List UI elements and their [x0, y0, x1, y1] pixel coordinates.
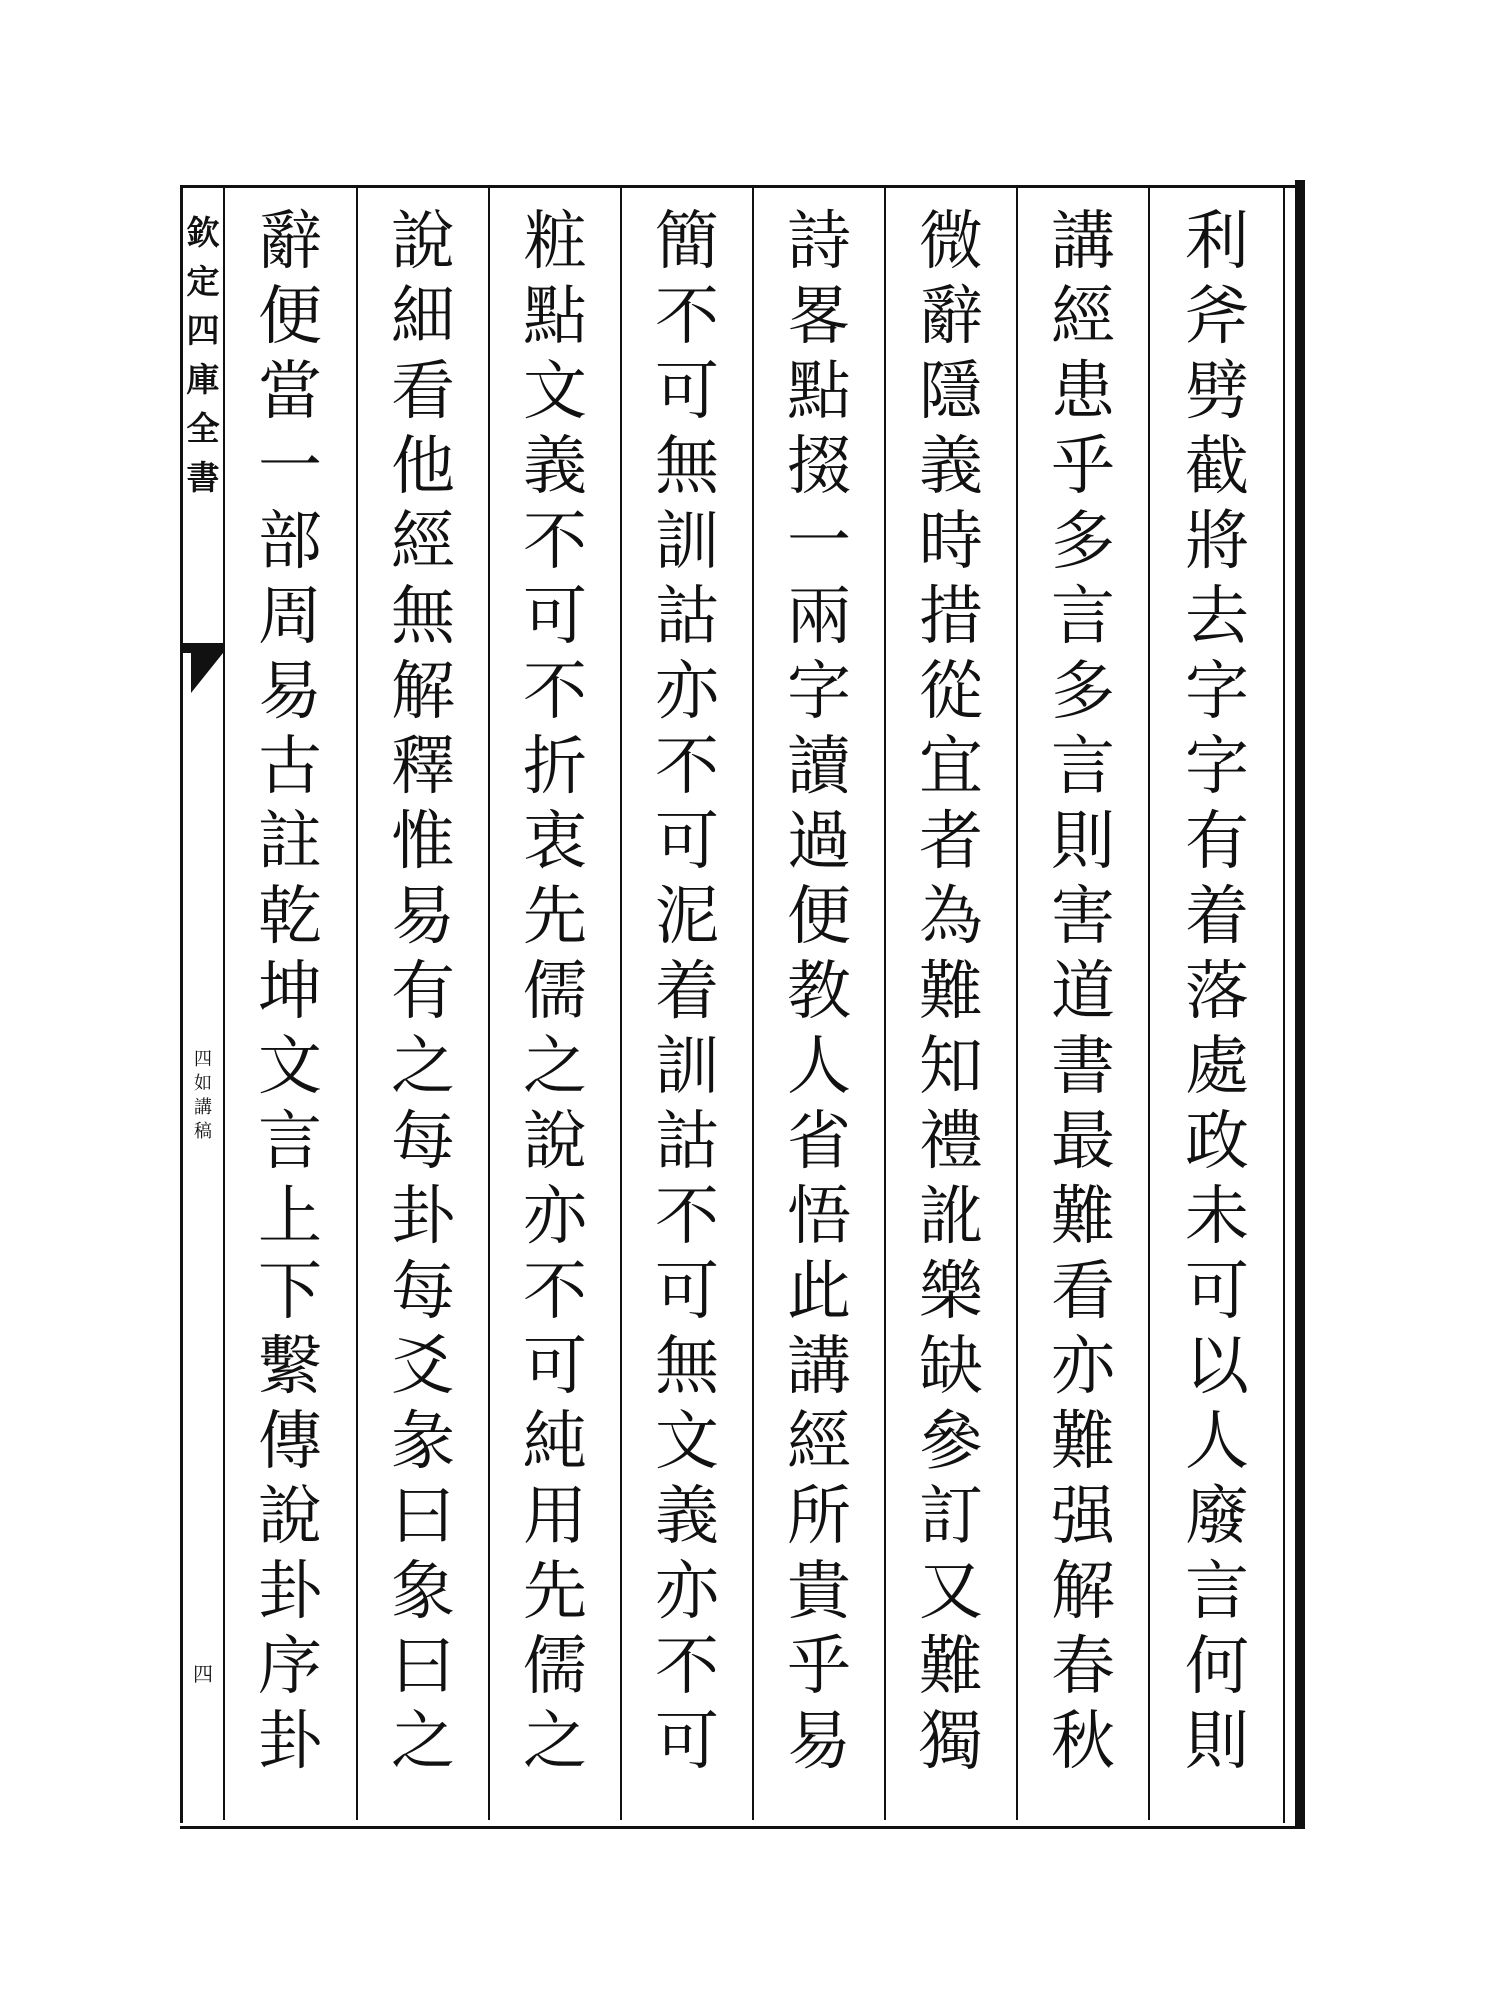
glyph: 以 — [1185, 1330, 1249, 1404]
glyph: 講 — [1051, 205, 1115, 279]
glyph: 曰 — [391, 1630, 455, 1704]
text-column-2 — [1018, 205, 1148, 1800]
glyph: 字 — [1185, 730, 1249, 804]
glyph: 措 — [919, 580, 983, 654]
glyph: 他 — [391, 430, 455, 504]
glyph: 讀 — [787, 730, 851, 804]
glyph: 言 — [1185, 1555, 1249, 1629]
glyph: 道 — [1051, 955, 1115, 1029]
glyph: 詩 — [787, 205, 851, 279]
glyph: 惟 — [391, 805, 455, 879]
glyph: 缺 — [919, 1330, 983, 1404]
text-column-1 — [1152, 205, 1282, 1800]
glyph: 講 — [194, 1097, 212, 1118]
glyph: 何 — [1185, 1630, 1249, 1704]
glyph: 掇 — [787, 430, 851, 504]
glyph: 省 — [787, 1105, 851, 1179]
glyph: 四 — [194, 1049, 212, 1070]
glyph: 說 — [523, 1105, 587, 1179]
glyph: 人 — [787, 1030, 851, 1104]
glyph: 註 — [258, 805, 322, 879]
glyph: 四 — [186, 311, 220, 350]
glyph: 字 — [1185, 655, 1249, 729]
glyph: 下 — [258, 1255, 322, 1329]
glyph: 細 — [391, 280, 455, 354]
glyph: 辭 — [919, 280, 983, 354]
glyph: 便 — [787, 880, 851, 954]
glyph: 難 — [1051, 1405, 1115, 1479]
text-column-8 — [225, 205, 355, 1800]
glyph: 難 — [919, 1630, 983, 1704]
glyph: 講 — [787, 1330, 851, 1404]
glyph: 患 — [1051, 355, 1115, 429]
column-text — [225, 205, 355, 1780]
glyph: 如 — [194, 1073, 212, 1094]
text-column-7 — [358, 205, 488, 1800]
glyph: 解 — [1051, 1555, 1115, 1629]
glyph: 强 — [1051, 1480, 1115, 1554]
glyph: 利 — [1185, 205, 1249, 279]
glyph: 亦 — [655, 655, 719, 729]
glyph: 人 — [1185, 1405, 1249, 1479]
glyph: 訂 — [919, 1480, 983, 1554]
fishtail-wedge — [191, 653, 223, 693]
glyph: 可 — [1185, 1255, 1249, 1329]
glyph: 則 — [1185, 1705, 1249, 1779]
glyph: 微 — [919, 205, 983, 279]
glyph: 簡 — [655, 205, 719, 279]
glyph: 亦 — [523, 1180, 587, 1254]
column-text — [622, 205, 752, 1780]
glyph: 截 — [1185, 430, 1249, 504]
glyph: 書 — [186, 458, 220, 497]
column-text — [754, 205, 884, 1780]
glyph: 不 — [655, 730, 719, 804]
glyph: 庫 — [186, 360, 220, 399]
glyph: 未 — [1185, 1180, 1249, 1254]
glyph: 不 — [523, 1255, 587, 1329]
glyph: 坤 — [258, 955, 322, 1029]
glyph: 之 — [391, 1030, 455, 1104]
glyph: 不 — [523, 505, 587, 579]
glyph: 訓 — [655, 1030, 719, 1104]
fishtail-mark — [183, 643, 223, 653]
column-text — [358, 205, 488, 1780]
glyph: 此 — [787, 1255, 851, 1329]
glyph: 儒 — [523, 1630, 587, 1704]
banxin-center-strip — [183, 188, 225, 1820]
glyph: 書 — [1051, 1030, 1115, 1104]
glyph: 無 — [655, 1330, 719, 1404]
glyph: 泥 — [655, 880, 719, 954]
glyph: 用 — [523, 1480, 587, 1554]
glyph: 多 — [1051, 505, 1115, 579]
glyph: 純 — [523, 1405, 587, 1479]
glyph: 難 — [1051, 1180, 1115, 1254]
glyph: 文 — [258, 1030, 322, 1104]
glyph: 獨 — [919, 1705, 983, 1779]
glyph: 經 — [391, 505, 455, 579]
glyph: 義 — [655, 1480, 719, 1554]
glyph: 古 — [258, 730, 322, 804]
glyph: 不 — [655, 1180, 719, 1254]
glyph: 義 — [523, 430, 587, 504]
column-text — [490, 205, 620, 1780]
glyph: 卦 — [258, 1705, 322, 1779]
glyph: 義 — [919, 430, 983, 504]
glyph: 害 — [1051, 880, 1115, 954]
glyph: 每 — [391, 1105, 455, 1179]
glyph: 衷 — [523, 805, 587, 879]
glyph: 之 — [523, 1705, 587, 1779]
glyph: 有 — [391, 955, 455, 1029]
glyph: 為 — [919, 880, 983, 954]
glyph: 最 — [1051, 1105, 1115, 1179]
glyph: 可 — [655, 1255, 719, 1329]
glyph: 時 — [919, 505, 983, 579]
glyph: 易 — [391, 880, 455, 954]
glyph: 春 — [1051, 1630, 1115, 1704]
glyph: 將 — [1185, 505, 1249, 579]
glyph: 亦 — [1051, 1330, 1115, 1404]
glyph: 一 — [787, 505, 851, 579]
banxin-title — [186, 208, 220, 502]
glyph: 貴 — [787, 1555, 851, 1629]
glyph: 看 — [391, 355, 455, 429]
right-border-line — [1295, 180, 1305, 1828]
glyph: 無 — [655, 430, 719, 504]
glyph: 可 — [523, 1330, 587, 1404]
glyph: 斧 — [1185, 280, 1249, 354]
glyph: 悟 — [787, 1180, 851, 1254]
glyph: 宜 — [919, 730, 983, 804]
glyph: 當 — [258, 355, 322, 429]
banxin-book-title — [193, 1048, 213, 1144]
glyph: 處 — [1185, 1030, 1249, 1104]
glyph: 不 — [655, 1630, 719, 1704]
glyph: 無 — [391, 580, 455, 654]
glyph: 可 — [655, 805, 719, 879]
glyph: 繫 — [258, 1330, 322, 1404]
glyph: 看 — [1051, 1255, 1115, 1329]
glyph: 知 — [919, 1030, 983, 1104]
glyph: 先 — [523, 1555, 587, 1629]
glyph: 彖 — [391, 1405, 455, 1479]
glyph: 可 — [655, 355, 719, 429]
glyph: 字 — [787, 655, 851, 729]
glyph: 儒 — [523, 955, 587, 1029]
glyph: 所 — [787, 1480, 851, 1554]
glyph: 乾 — [258, 880, 322, 954]
glyph: 傳 — [258, 1405, 322, 1479]
glyph: 部 — [258, 505, 322, 579]
glyph: 難 — [919, 955, 983, 1029]
glyph: 稿 — [194, 1121, 212, 1142]
glyph: 之 — [391, 1705, 455, 1779]
glyph: 者 — [919, 805, 983, 879]
glyph: 詁 — [655, 580, 719, 654]
glyph: 欽 — [186, 213, 220, 252]
glyph: 點 — [787, 355, 851, 429]
glyph: 則 — [1051, 805, 1115, 879]
glyph: 之 — [523, 1030, 587, 1104]
column-text — [1018, 205, 1148, 1780]
glyph: 過 — [787, 805, 851, 879]
glyph: 乎 — [787, 1630, 851, 1704]
glyph: 易 — [787, 1705, 851, 1779]
banxin-page-number: 四 — [193, 1662, 213, 1686]
glyph: 參 — [919, 1405, 983, 1479]
glyph: 粧 — [523, 205, 587, 279]
glyph: 經 — [1051, 280, 1115, 354]
glyph: 乎 — [1051, 430, 1115, 504]
glyph: 不 — [655, 280, 719, 354]
glyph: 樂 — [919, 1255, 983, 1329]
glyph: 詁 — [655, 1105, 719, 1179]
glyph: 兩 — [787, 580, 851, 654]
glyph: 可 — [655, 1705, 719, 1779]
glyph: 言 — [1051, 580, 1115, 654]
glyph: 劈 — [1185, 355, 1249, 429]
glyph: 曰 — [391, 1480, 455, 1554]
glyph: 卦 — [391, 1180, 455, 1254]
glyph: 點 — [523, 280, 587, 354]
glyph: 不 — [523, 655, 587, 729]
glyph: 爻 — [391, 1330, 455, 1404]
glyph: 全 — [186, 409, 220, 448]
right-inner-border-line — [1283, 185, 1285, 1823]
glyph: 教 — [787, 955, 851, 1029]
glyph: 每 — [391, 1255, 455, 1329]
glyph: 一 — [258, 430, 322, 504]
glyph: 言 — [1051, 730, 1115, 804]
glyph: 有 — [1185, 805, 1249, 879]
glyph: 辭 — [258, 205, 322, 279]
glyph: 折 — [523, 730, 587, 804]
glyph: 訓 — [655, 505, 719, 579]
glyph: 經 — [787, 1405, 851, 1479]
column-text — [1152, 205, 1282, 1780]
glyph: 又 — [919, 1555, 983, 1629]
text-column-6 — [490, 205, 620, 1800]
text-column-5 — [622, 205, 752, 1800]
glyph: 廢 — [1185, 1480, 1249, 1554]
column-rule — [1148, 188, 1150, 1820]
glyph: 着 — [655, 955, 719, 1029]
glyph: 言 — [258, 1105, 322, 1179]
glyph: 解 — [391, 655, 455, 729]
text-column-4 — [754, 205, 884, 1800]
glyph: 易 — [258, 655, 322, 729]
column-text — [886, 205, 1016, 1780]
glyph: 上 — [258, 1180, 322, 1254]
glyph: 文 — [523, 355, 587, 429]
glyph: 亦 — [655, 1555, 719, 1629]
glyph: 定 — [186, 262, 220, 301]
glyph: 隱 — [919, 355, 983, 429]
glyph: 說 — [258, 1480, 322, 1554]
glyph: 可 — [523, 580, 587, 654]
glyph: 從 — [919, 655, 983, 729]
glyph: 卦 — [258, 1555, 322, 1629]
glyph: 着 — [1185, 880, 1249, 954]
glyph: 去 — [1185, 580, 1249, 654]
glyph: 訛 — [919, 1180, 983, 1254]
glyph: 政 — [1185, 1105, 1249, 1179]
glyph: 秋 — [1051, 1705, 1115, 1779]
glyph: 說 — [391, 205, 455, 279]
glyph: 序 — [258, 1630, 322, 1704]
glyph: 釋 — [391, 730, 455, 804]
glyph: 周 — [258, 580, 322, 654]
glyph: 禮 — [919, 1105, 983, 1179]
glyph: 畧 — [787, 280, 851, 354]
glyph: 落 — [1185, 955, 1249, 1029]
text-column-3 — [886, 205, 1016, 1800]
glyph: 文 — [655, 1405, 719, 1479]
glyph: 多 — [1051, 655, 1115, 729]
glyph: 先 — [523, 880, 587, 954]
glyph: 便 — [258, 280, 322, 354]
glyph: 象 — [391, 1555, 455, 1629]
